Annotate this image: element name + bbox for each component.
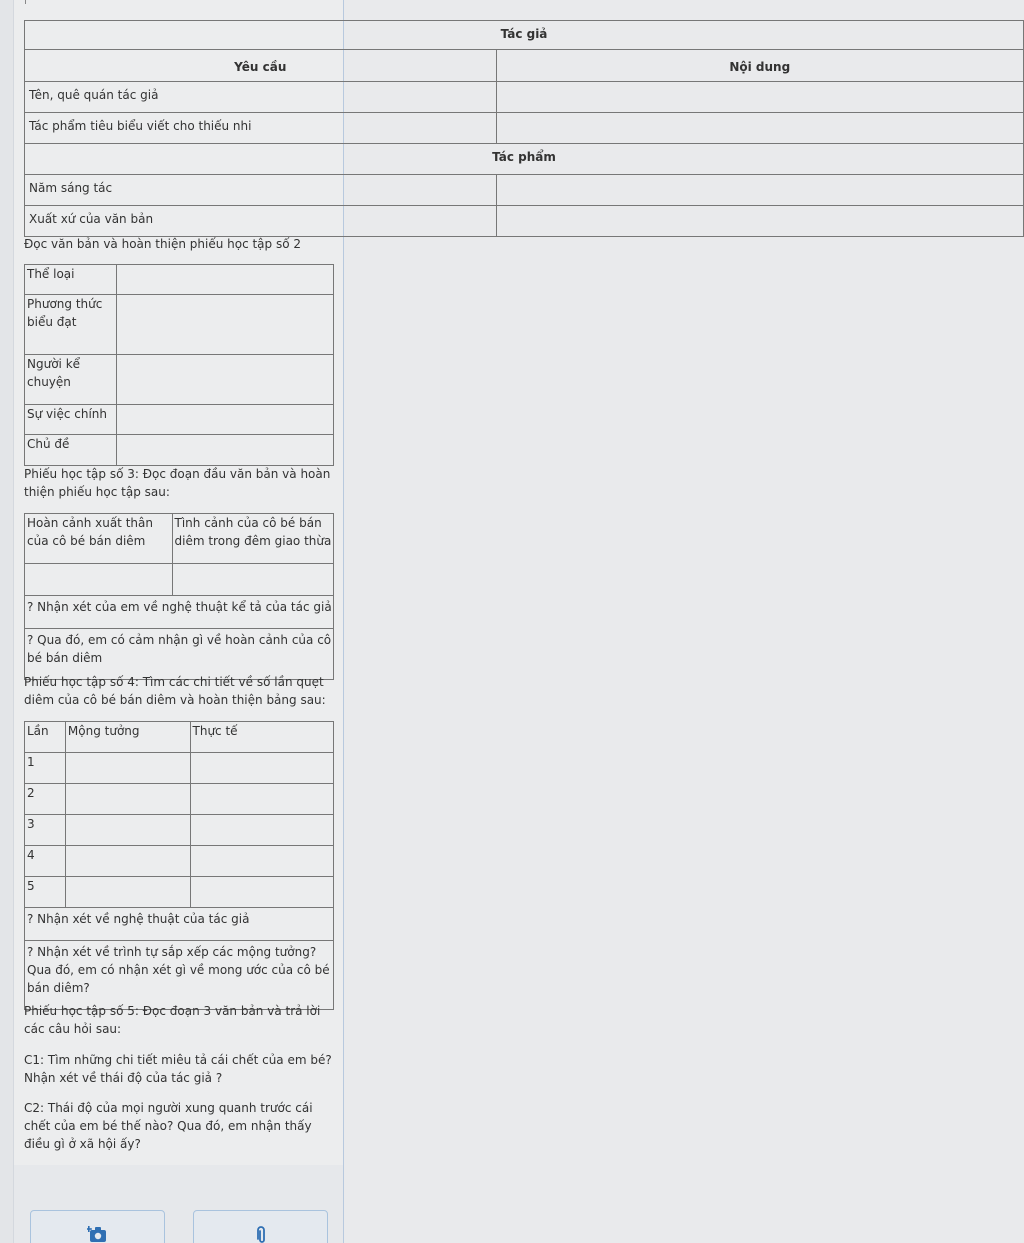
worksheet-table-4 [24, 721, 334, 1010]
row-genre: Thể loại [25, 265, 117, 295]
section-work-title: Tác phẩm [25, 144, 1024, 175]
row-genre-answer[interactable] [116, 265, 333, 295]
row-expression: Phương thức biểu đạt [25, 295, 117, 355]
worksheet-table-3 [24, 513, 334, 680]
author-row-works-answer[interactable] [496, 113, 1023, 144]
worksheet-3-instruction: Phiếu học tập số 3: Đọc đoạn đầu văn bản và hoàn thiện phiếu học tập sau: [24, 467, 331, 499]
question-order: ? Nhận xét về trình tự sắp xếp các mộng tưởng? Qua đó, em có nhận xét gì về mong ước của cô bé bán diêm? [25, 941, 334, 1010]
reality-4-answer[interactable] [190, 846, 333, 877]
worksheet-table-2 [24, 264, 334, 466]
col-background: Hoàn cảnh xuất thân của cô bé bán diêm [25, 514, 173, 564]
reality-1-answer[interactable] [190, 753, 333, 784]
col-dream: Mộng tưởng [65, 722, 190, 753]
question-art: ? Nhận xét của em về nghệ thuật kể tả của tác giả [25, 596, 334, 629]
section-author-title: Tác giả [25, 21, 1024, 50]
work-row-origin-answer[interactable] [496, 206, 1023, 237]
worksheet-table-1 [24, 20, 1024, 237]
row-main-event: Sự việc chính [25, 405, 117, 435]
table-row: 2 [25, 784, 66, 815]
row-expression-answer[interactable] [116, 295, 333, 355]
situation-answer[interactable] [172, 564, 333, 596]
worksheet-4-instruction: Phiếu học tập số 4: Tìm các chi tiết về số lần quẹt diêm của cô bé bán diêm và hoàn thiện bảng sau: [24, 675, 326, 707]
author-row-name: Tên, quê quán tác giả [25, 82, 497, 113]
row-narrator-answer[interactable] [116, 355, 333, 405]
question-art-4: ? Nhận xét về nghệ thuật của tác giả [25, 908, 334, 941]
camera-plus-icon [87, 1225, 109, 1243]
work-row-year-answer[interactable] [496, 175, 1023, 206]
table-row: 5 [25, 877, 66, 908]
work-row-origin: Xuất xứ của văn bản [25, 206, 497, 237]
question-feeling: ? Qua đó, em có cảm nhận gì về hoàn cảnh của cô bé bán diêm [25, 629, 334, 680]
col-reality: Thực tế [190, 722, 333, 753]
col-content-header: Nội dung [496, 50, 1023, 82]
dream-4-answer[interactable] [65, 846, 190, 877]
row-narrator: Người kể chuyện [25, 355, 117, 405]
reality-3-answer[interactable] [190, 815, 333, 846]
col-request-header: Yêu cầu [25, 50, 497, 82]
reality-2-answer[interactable] [190, 784, 333, 815]
worksheet-5-instruction: Phiếu học tập số 5: Đọc đoạn 3 văn bản và trả lời các câu hỏi sau: [24, 1004, 321, 1036]
table-row: 4 [25, 846, 66, 877]
author-row-works: Tác phẩm tiêu biểu viết cho thiếu nhi [25, 113, 497, 144]
table-row: 1 [25, 753, 66, 784]
left-strip [0, 0, 14, 1243]
row-theme: Chủ đề [25, 435, 117, 466]
row-main-event-answer[interactable] [116, 405, 333, 435]
background-answer[interactable] [25, 564, 173, 596]
question-c1: C1: Tìm những chi tiết miêu tả cái chết của em bé? Nhận xét về thái độ của tác giả ? [24, 1053, 332, 1085]
row-theme-answer[interactable] [116, 435, 333, 466]
worksheet-2-instruction: Đọc văn bản và hoàn thiện phiếu học tập số 2 [24, 237, 302, 251]
work-row-year: Năm sáng tác [25, 175, 497, 206]
dream-2-answer[interactable] [65, 784, 190, 815]
dream-3-answer[interactable] [65, 815, 190, 846]
col-times: Lần [25, 722, 66, 753]
col-situation: Tình cảnh của cô bé bán diêm trong đêm giao thừa [172, 514, 333, 564]
dream-5-answer[interactable] [65, 877, 190, 908]
author-row-name-answer[interactable] [496, 82, 1023, 113]
dream-1-answer[interactable] [65, 753, 190, 784]
scroll-mark [25, 0, 26, 4]
add-photo-button[interactable] [30, 1210, 165, 1243]
reality-5-answer[interactable] [190, 877, 333, 908]
table-row: 3 [25, 815, 66, 846]
question-c2: C2: Thái độ của mọi người xung quanh trước cái chết của em bé thế nào? Qua đó, em nhận thấy điều gì ở xã hội ấy? [24, 1101, 313, 1151]
paperclip-icon [254, 1225, 268, 1243]
attach-file-button[interactable] [193, 1210, 328, 1243]
